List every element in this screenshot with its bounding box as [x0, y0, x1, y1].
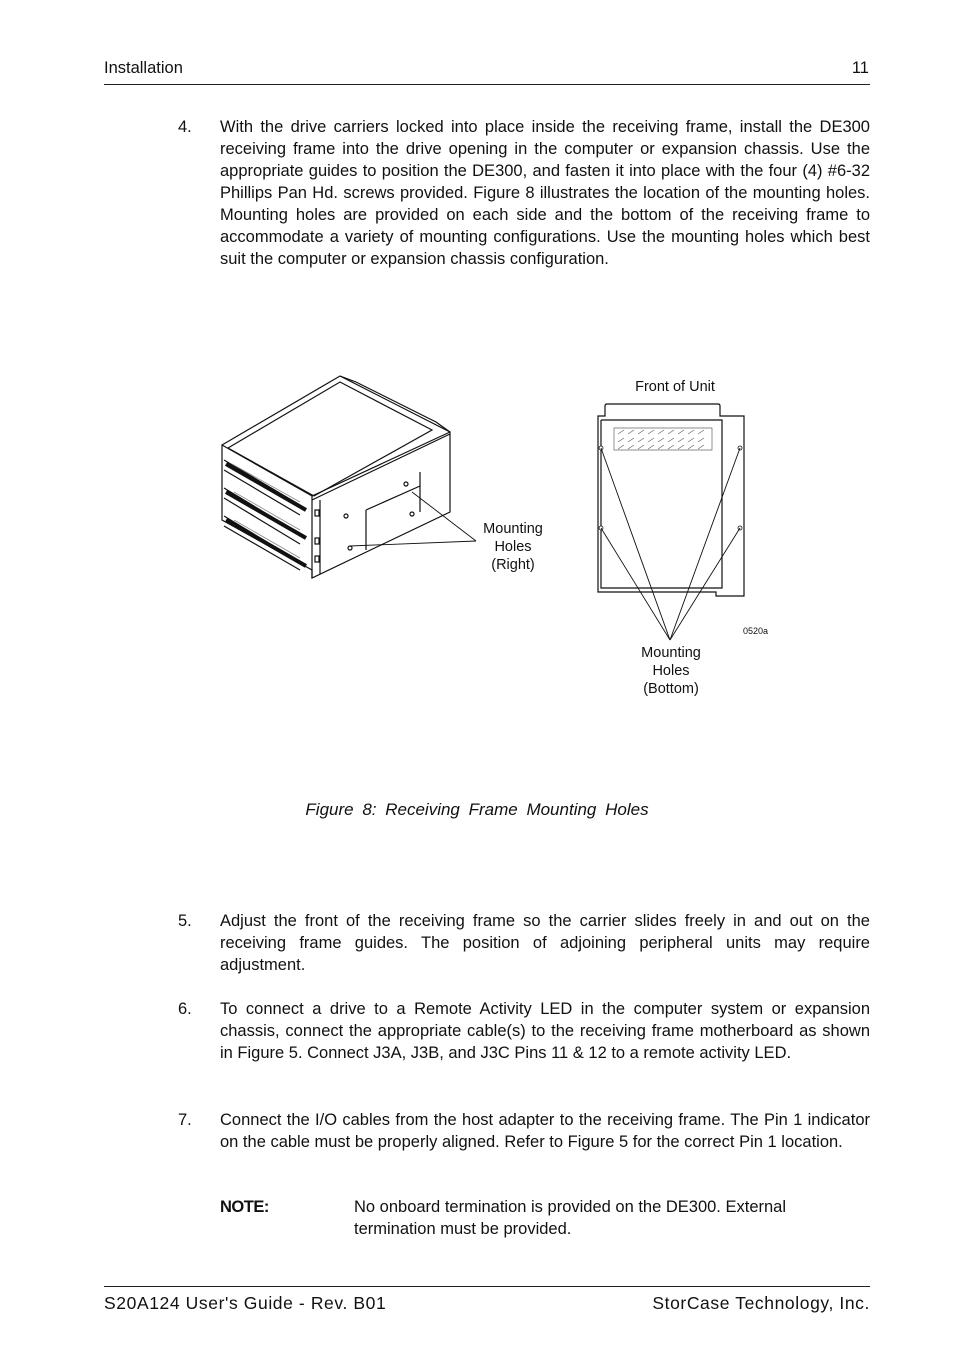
step-5	[178, 910, 870, 976]
step-4	[178, 116, 870, 270]
step-number: 6.	[178, 1000, 192, 1018]
figure-caption: Figure 8: Receiving Frame Mounting Holes	[305, 800, 649, 819]
footer-rule	[104, 1286, 870, 1287]
step-number: 7.	[178, 1111, 192, 1129]
step-6	[178, 998, 870, 1064]
receiving-frame-drawing	[222, 376, 450, 578]
step-7	[178, 1109, 870, 1153]
step-number: 5.	[178, 912, 192, 930]
mounting-holes-bottom-label	[626, 644, 716, 698]
step-text: With the drive carriers locked into place inside the receiving frame, install the DE300 receiving frame into the drive opening in the computer or expansion chassis. Use the appropriate guides to position the DE300, and fasten it into place with the four (4) #6-32 Phillips Pan Hd. screws provided. Figure 8 illustrates the location of the mounting holes. Mounting holes are provided on each side and the bottom of the receiving frame to accommodate a variety of mounting configurations. Use the mounting holes which best suit the computer or expansion chassis configuration.	[220, 118, 870, 268]
label-line: Mounting	[641, 645, 701, 661]
figure-code: 0520a	[743, 626, 769, 636]
label-line: Holes	[494, 539, 532, 555]
note-text: No onboard termination is provided on the DE300. External termination must be provided.	[354, 1198, 787, 1238]
front-of-unit-label: Front of Unit	[635, 379, 715, 395]
note-block	[220, 1196, 870, 1240]
header-rule	[104, 84, 870, 85]
running-header-section: Installation	[104, 59, 183, 77]
label-line: (Right)	[491, 557, 535, 573]
footer-document-title: S20A124 User's Guide - Rev. B01	[104, 1293, 387, 1313]
label-line: Mounting	[483, 521, 543, 537]
note-label: NOTE:	[220, 1198, 269, 1216]
page-number: 11	[851, 59, 869, 77]
bottom-mounting-holes	[599, 446, 742, 530]
right-holes-leaders	[350, 492, 476, 546]
mounting-holes-right-label	[468, 520, 558, 574]
bottom-view-vents	[614, 428, 712, 450]
figure-8	[200, 360, 800, 710]
label-line: (Bottom)	[643, 681, 699, 697]
step-text: Connect the I/O cables from the host adapter to the receiving frame. The Pin 1 indicator on the cable must be properly aligned. Refer to Figure 5 for the correct Pin 1 location.	[220, 1111, 870, 1151]
label-line: Holes	[652, 663, 690, 679]
footer-company: StorCase Technology, Inc.	[652, 1293, 870, 1313]
bottom-holes-leaders	[601, 448, 740, 640]
step-text: Adjust the front of the receiving frame so the carrier slides freely in and out on the receiving frame guides. The position of adjoining peripheral units may require adjustment.	[220, 912, 870, 974]
step-number: 4.	[178, 118, 192, 136]
step-text: To connect a drive to a Remote Activity LED in the computer system or expansion chassis, connect the appropriate cable(s) to the receiving frame motherboard as shown in Figure 5. Connect J3A, J3B, and J3C Pins 11 & 12 to a remote activity LED.	[220, 1000, 870, 1062]
